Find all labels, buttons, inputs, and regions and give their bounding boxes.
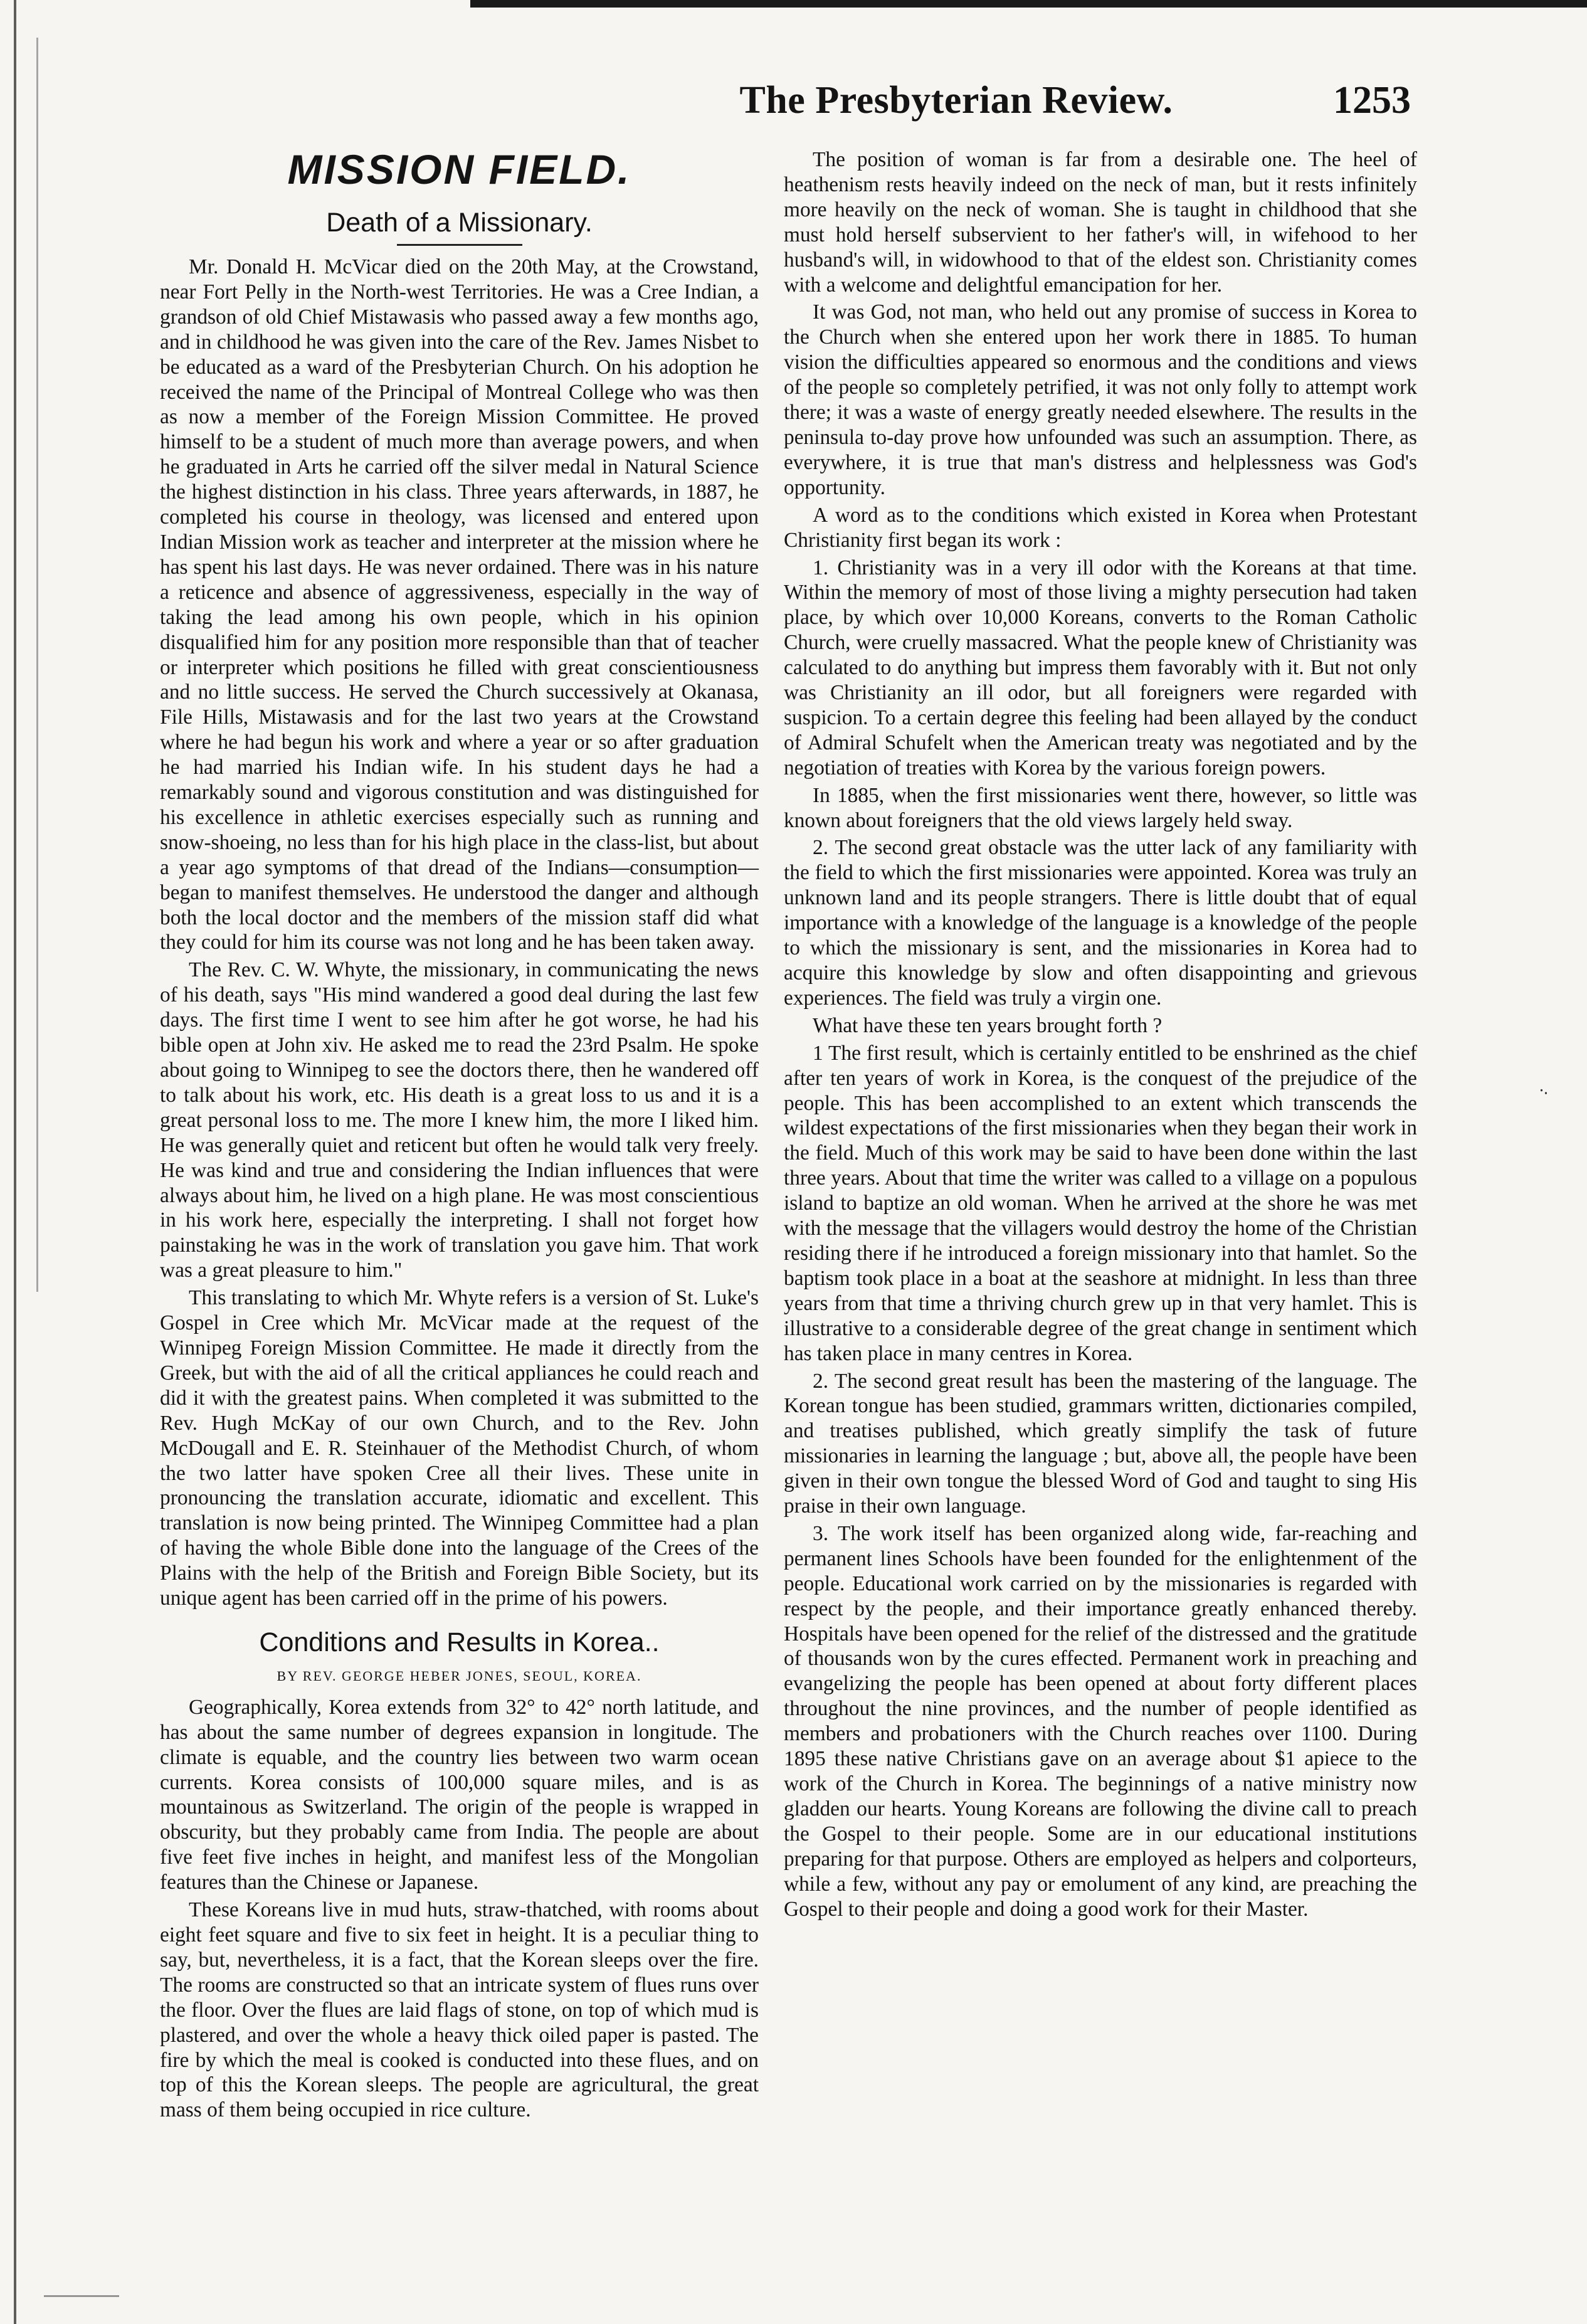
article-paragraph: These Koreans live in mud huts, straw-thatched, with rooms about eight feet square and five to six feet in height. It is a peculiar thing to say, but, nevertheless, it is a fact, that the Korean sleeps over the fire. The rooms are constructed so that an intricate system of flues runs over the floor. Over the flues are laid flags of stone, on top of which mud is plastered, and over the whole a heavy thick oiled paper is pasted. The fire by which the meal is cooked is conducted into these flues, and on top of this the Korean sleeps. The people are agricultural, the great mass of them being occupied in rice culture. [160, 1898, 759, 2122]
page-top-edge [470, 0, 1587, 8]
article-paragraph: A word as to the conditions which existed in Korea when Protestant Christianity first began its work : [784, 503, 1417, 552]
page-number: 1253 [1333, 79, 1411, 122]
article-paragraph: In 1885, when the first missionaries went there, however, so little was known about foreigners that the old views largely held sway. [784, 783, 1417, 832]
article-paragraph: 2. The second great obstacle was the utter lack of any familiarity with the field to which the first missionaries were appointed. Korea was truly an unknown land and its people strangers. There is little doubt that of equal importance with a knowledge of the language is a knowledge of the people to which the missionary is sent, and the missionaries in Korea had to acquire this knowledge by slow and often disappointing and grievous experiences. The field was truly a virgin one. [784, 836, 1417, 1010]
article-paragraph: 2. The second great result has been the mastering of the language. The Korean tongue has been studied, grammars written, dictionaries compiled, and treatises published, which greatly simplify the task of future missionaries in learning the language ; but, above all, the people have been given in their own tongue the blessed Word of God and taught to sing His praise in their own language. [784, 1369, 1417, 1518]
article-paragraph: 3. The work itself has been organized along wide, far-reaching and permanent lines Schools have been founded for the enlightenment of the people. Educational work carried on by the missionaries is regarded with respect by the people, and their importance greatly enhanced thereby. Hospitals have been opened for the relief of the distressed and the gratitude of thousands won by the cures effected. Permanent work in preaching and evangelizing the people has been opened at about forty different places throughout the nine provinces, and the number of people identified as members and probationers with the Church reaches over 1100. During 1895 these native Christians gave on an average about $1 apiece to the work of the Church in Korea. The beginnings of a native ministry now gladden our hearts. Young Koreans are following the divine call to preach the Gospel to their people. Some are in our educational institutions preparing for that purpose. Others are employed as helpers and colporteurs, while a few, without any pay or emolument of any kind, are preaching the Gospel to their people and doing a good work for their Master. [784, 1521, 1417, 1921]
title-rule [397, 244, 522, 246]
corner-mark [44, 2295, 119, 2297]
article-paragraph: 1. Christianity was in a very ill odor with the Koreans at that time. Within the memory of most of those living a mighty persecution had taken place, by which over 10,000 Koreans, converts to the Roman Catholic Church, were cruelly massacred. What the people knew of Christianity was calculated to do anything but impress them favorably with it. But not only was Christianity an ill odor, but all foreigners were regarded with suspicion. To a certain degree this feeling had been allayed by the conduct of Admiral Schufelt when the American treaty was negotiated and by the negotiation of treaties with Korea by the various foreign powers. [784, 556, 1417, 779]
right-column [784, 147, 1417, 1924]
article-paragraph: It was God, not man, who held out any promise of success in Korea to the Church when she entered upon her work there in 1885. To human vision the difficulties appeared so enormous and the conditions and views of the people so completely petrified, it was not only folly to attempt work there; it was a waste of energy greatly needed elsewhere. The results in the peninsula to-day prove how unfounded was such an assumption. There, as everywhere, it is true that man's distress and helplessness was God's opportunity. [784, 300, 1417, 499]
article-paragraph: The Rev. C. W. Whyte, the missionary, in communicating the news of his death, says "His mind wandered a good deal during the last few days. The first time I went to see him after he got worse, he had his bible open at John xiv. He asked me to read the 23rd Psalm. He spoke about going to Winnipeg to see the doctors there, then he wandered off to talk about his work, etc. His death is a great loss to us and it is a great personal loss to me. The more I knew him, the more I liked him. He was generally quiet and reticent but often he would talk very freely. He was kind and true and considering the Indian influences that were always about him, he lived on a high plane. He was most conscientious in his work here, especially the interpreting. I shall not forget how painstaking he was in the work of translation you gave him. That work was a great pleasure to him." [160, 958, 759, 1282]
page-left-shadow [36, 38, 38, 1292]
article-paragraph: The position of woman is far from a desirable one. The heel of heathenism rests heavily indeed on the neck of man, but it rests infinitely more heavily on the neck of woman. She is taught in childhood that she must hold herself subservient to her father's will, in wifehood to her husband's will, in widowhood to that of the eldest son. Christianity comes with a welcome and delightful emancipation for her. [784, 148, 1417, 297]
article-byline: BY REV. GEORGE HEBER JONES, SEOUL, KOREA. [277, 1667, 642, 1684]
article-title-death: Death of a Missionary. [326, 208, 593, 238]
article-paragraph: Geographically, Korea extends from 32° to 42° north latitude, and has about the same number of degrees expansion in longitude. The climate is equable, and the country lies between two warm ocean currents. Korea consists of 100,000 square miles, and is as mountainous as Switzerland. The origin of the people is wrapped in obscurity, but they probably came from India. The people are about five feet five inches in height, and manifest less of the Mongolian features than the Chinese or Japanese. [160, 1695, 759, 1894]
stray-mark: ⸱⸳ [1539, 1082, 1548, 1100]
article-paragraph: 1 The first result, which is certainly entitled to be enshrined as the chief after ten years of work in Korea, is the conquest of the prejudice of the people. This has been accomplished to an extent which transcends the wildest expectations of the first missionaries when they began their work in the field. Much of this work may be said to have been done within the last three years. About that time the writer was called to a village on a populous island to baptize an old woman. When he arrived at the shore he was met with the message that the villagers would destroy the home of the Christian residing there if he introduced a foreign missionary into that hamlet. So the baptism took place in a boat at the seashore at midnight. In less than three years from that time a thriving church grew up in that very hamlet. This is illustrative to a considerable degree of the great change in sentiment which has taken place in many centres in Korea. [784, 1041, 1417, 1365]
article-paragraph: Mr. Donald H. McVicar died on the 20th May, at the Crowstand, near Fort Pelly in the North-west Territories. He was a Cree Indian, a grandson of old Chief Mistawasis who passed away a few months ago, and in childhood he was given into the care of the Rev. James Nisbet to be educated as a ward of the Presbyterian Church. On his adoption he received the name of the Principal of Montreal College who was then as now a member of the Foreign Mission Committee. He proved himself to be a student of much more than average powers, and when he graduated in Arts he carried off the silver medal in Natural Science the highest distinction in his class. Three years afterwards, in 1887, he completed his course in theology, was licensed and entered upon Indian Mission work as teacher and interpreter at the mission where he has spent his last days. He was never ordained. There was in his nature a reticence and absence of aggressiveness, especially in the way of taking the lead among his own people, which in his opinion disqualified him for any position more responsible than that of teacher or interpreter which positions he filled with great conscientiousness and no little success. He served the Church successively at Okanasa, File Hills, Mistawasis and for the last two years at the Crowstand where he had begun his work and where a year or so after graduation he had married his Indian wife. In his student days he had a remarkably sound and vigorous constitution and was distinguished for his excellence in athletic exercises especially such as running and snow-shoeing, no less than for his high place in the class-list, but about a year ago symptoms of that dread of the Indians—consumption—began to manifest themselves. He understood the danger and although both the local doctor and the members of the mission staff did what they could for him its course was not long and he has been taken away. [160, 255, 759, 954]
page-left-edge [14, 0, 16, 2324]
section-heading: MISSION FIELD. [287, 146, 631, 193]
article-paragraph: What have these ten years brought forth ? [813, 1013, 1163, 1037]
journal-title: The Presbyterian Review. [739, 79, 1173, 122]
article-title-korea: Conditions and Results in Korea.. [259, 1627, 660, 1657]
article-paragraph: This translating to which Mr. Whyte refers is a version of St. Luke's Gospel in Cree which Mr. McVicar made at the request of the Winnipeg Foreign Mission Committee. He made it directly from the Greek, but with the aid of all the critical appliances he could reach and did it with the greatest pains. When completed it was submitted to the Rev. Hugh McKay of our own Church, and to the Rev. John McDougall and E. R. Steinhauer of the Methodist Church, of whom the two latter have spoken Cree all their lives. These unite in pronouncing the translation accurate, idiomatic and excellent. This translation is now being printed. The Winnipeg Committee had a plan of having the whole Bible done into the language of the Crees of the Plains with the help of the British and Foreign Bible Society, but its unique agent has been carried off in the prime of his powers. [160, 1286, 759, 1610]
left-column [160, 147, 759, 2125]
running-header [502, 78, 1411, 135]
